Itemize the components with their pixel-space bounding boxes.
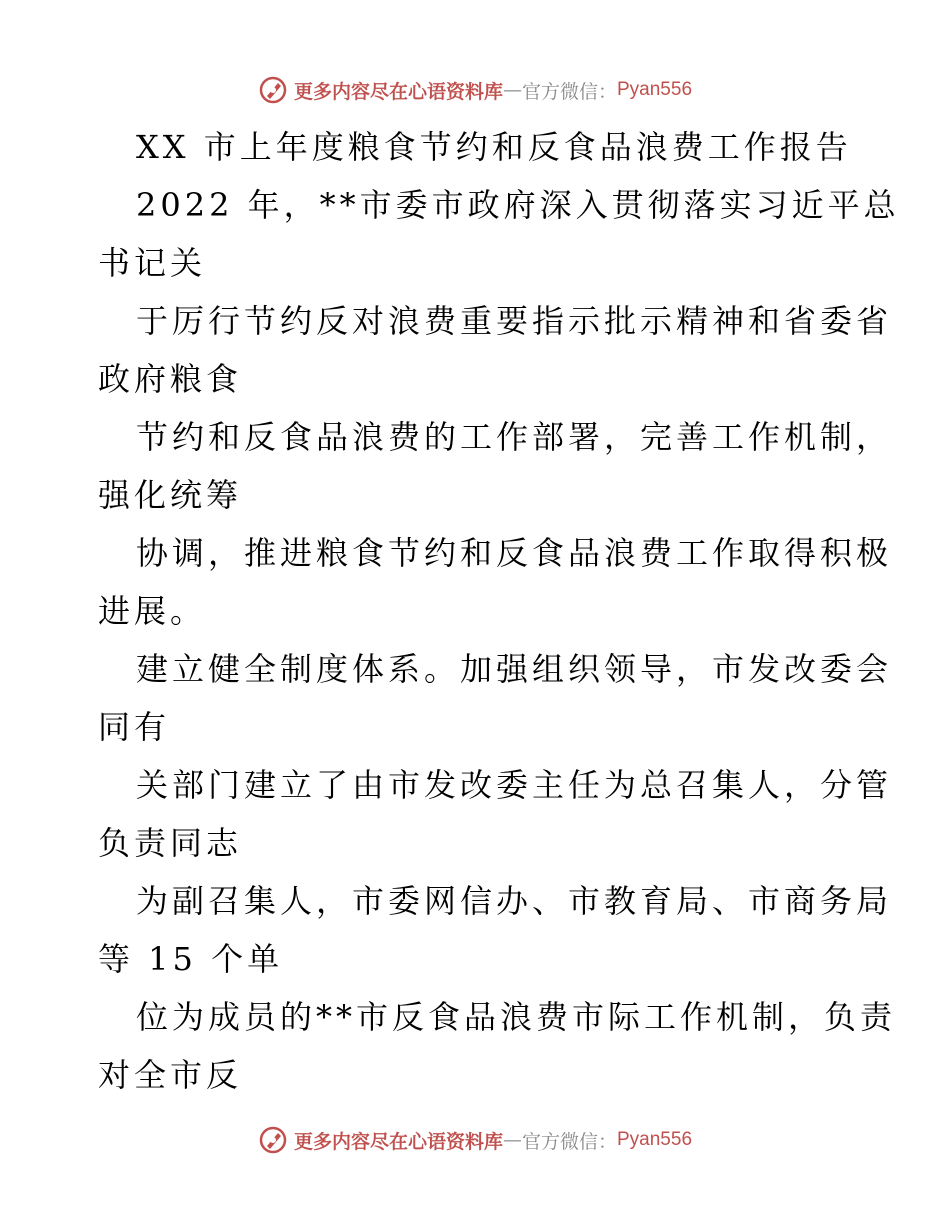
pen-logo-icon — [258, 75, 288, 105]
paragraph-line: 关部门建立了由市发改委主任为总召集人，分管 — [136, 766, 893, 804]
paragraph-line: 节约和反食品浪费的工作部署，完善工作机制， — [136, 418, 893, 456]
watermark-wechat-label: 官方微信： — [521, 1130, 617, 1153]
watermark-wechat-id: Pyan556 — [617, 1129, 693, 1150]
watermark-promo-text: 更多内容尽在心语资料库 — [293, 1130, 503, 1153]
header-watermark — [0, 70, 950, 110]
watermark-promo-text: 更多内容尽在心语资料库 — [293, 80, 503, 103]
paragraph-line: 强化统筹 — [98, 476, 243, 514]
paragraph-line: 负责同志 — [98, 824, 243, 862]
paragraph-line: 协调，推进粮食节约和反食品浪费工作取得积极 — [136, 534, 893, 572]
pen-logo-icon — [258, 1125, 288, 1155]
paragraph-line: 2022 年，**市委市政府深入贯彻落实习近平总 — [136, 186, 900, 224]
footer-watermark — [0, 1120, 950, 1160]
paragraph-line: 位为成员的**市反食品浪费市际工作机制，负责 — [136, 998, 897, 1036]
paragraph-line: 书记关 — [98, 244, 207, 282]
paragraph-line: 政府粮食 — [98, 360, 243, 398]
paragraph-line: 建立健全制度体系。加强组织领导，市发改委会 — [136, 650, 893, 688]
watermark-separator: — — [502, 1129, 522, 1151]
document-title: XX 市上年度粮食节约和反食品浪费工作报告 — [136, 128, 852, 166]
paragraph-line: 为副召集人，市委网信办、市教育局、市商务局 — [136, 882, 893, 920]
paragraph-line: 同有 — [98, 708, 171, 746]
paragraph-line: 进展。 — [98, 592, 207, 630]
watermark-separator: — — [502, 79, 522, 101]
paragraph-line: 等 15 个单 — [98, 940, 284, 978]
paragraph-line: 对全市反 — [98, 1056, 243, 1094]
watermark-wechat-label: 官方微信： — [521, 80, 617, 103]
paragraph-line: 于厉行节约反对浪费重要指示批示精神和省委省 — [136, 302, 893, 340]
watermark-wechat-id: Pyan556 — [617, 79, 693, 100]
